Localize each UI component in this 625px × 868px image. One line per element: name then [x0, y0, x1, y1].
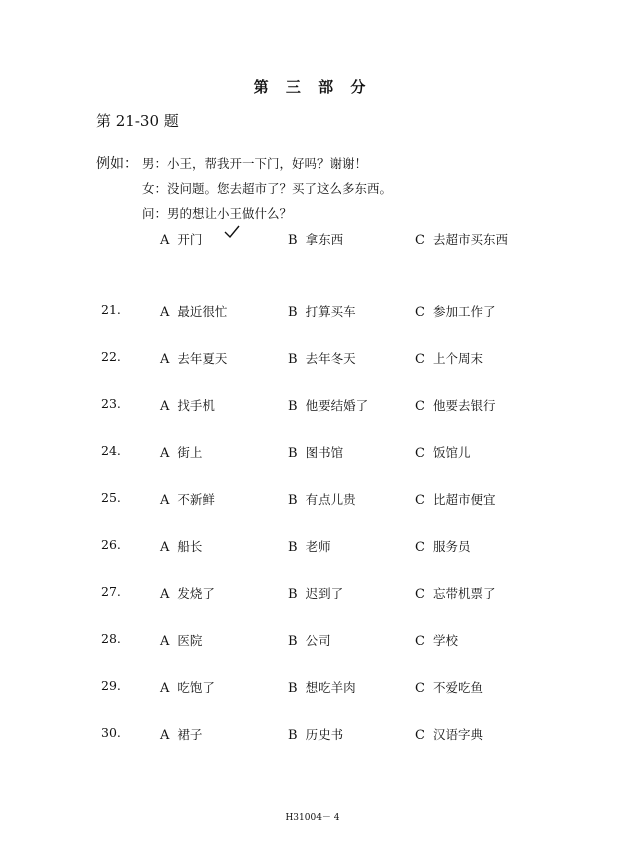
option-letter: A [160, 634, 170, 649]
option-letter: C [415, 399, 425, 414]
option-c [415, 537, 470, 555]
option-a [160, 537, 202, 555]
option-text: 找手机 [177, 398, 215, 413]
option-letter: B [288, 681, 298, 696]
option-text: 想吃羊肉 [305, 680, 356, 695]
option-letter: C [415, 305, 425, 320]
question-number: 28. [101, 631, 121, 646]
option-a [160, 349, 227, 367]
question-number: 22. [101, 349, 121, 364]
option-letter: B [288, 493, 298, 508]
option-letter: C [415, 233, 425, 248]
option-letter: C [415, 634, 425, 649]
option-b [288, 584, 343, 602]
option-text: 最近很忙 [177, 304, 228, 319]
option-b [288, 302, 356, 320]
section-title: 第 三 部 分 [253, 78, 372, 96]
option-letter: B [288, 305, 298, 320]
option-text: 他要去银行 [432, 398, 496, 413]
option-letter: A [160, 728, 170, 743]
option-b [288, 396, 368, 414]
option-a [160, 396, 215, 414]
option-letter: A [160, 540, 170, 555]
option-text: 开门 [177, 232, 203, 247]
option-a [160, 725, 202, 743]
option-letter: B [288, 634, 298, 649]
example-option-b [288, 230, 343, 248]
example-line-woman: 女：没问题。您去超市了？买了这么多东西。 [142, 181, 393, 196]
option-text: 比超市便宜 [432, 492, 496, 507]
option-text: 去超市买东西 [432, 232, 508, 247]
option-letter: B [288, 587, 298, 602]
option-b [288, 725, 343, 743]
option-letter: A [160, 493, 170, 508]
option-a [160, 302, 227, 320]
option-letter: B [288, 352, 298, 367]
option-text: 有点儿贵 [305, 492, 356, 507]
option-text: 发烧了 [177, 586, 215, 601]
option-text: 医院 [177, 633, 203, 648]
option-text: 拿东西 [305, 232, 344, 247]
option-letter: A [160, 399, 170, 414]
option-text: 不新鲜 [177, 492, 215, 507]
option-text: 他要结婚了 [305, 398, 369, 413]
example-option-c [415, 230, 508, 248]
option-text: 历史书 [305, 727, 344, 742]
option-letter: B [288, 540, 298, 555]
option-text: 饭馆儿 [432, 445, 471, 460]
option-text: 裙子 [177, 727, 203, 742]
example-line-man: 男：小王，帮我开一下门，好吗？谢谢！ [142, 156, 368, 171]
option-letter: C [415, 587, 425, 602]
option-text: 去年冬天 [305, 351, 356, 366]
option-letter: C [415, 681, 425, 696]
option-text: 迟到了 [305, 586, 344, 601]
option-a [160, 584, 215, 602]
option-text: 打算买车 [305, 304, 356, 319]
option-c [415, 678, 483, 696]
option-text: 老师 [305, 539, 331, 554]
question-number: 21. [101, 302, 121, 317]
option-text: 图书馆 [305, 445, 344, 460]
option-text: 参加工作了 [432, 304, 496, 319]
option-c [415, 396, 495, 414]
question-number: 30. [101, 725, 121, 740]
option-letter: C [415, 352, 425, 367]
question-number: 26. [101, 537, 121, 552]
question-number: 24. [101, 443, 121, 458]
example-line-question: 问：男的想让小王做什么？ [142, 206, 293, 221]
option-text: 公司 [305, 633, 331, 648]
option-letter: C [415, 493, 425, 508]
option-c [415, 302, 495, 320]
option-letter: A [160, 681, 170, 696]
option-letter: A [160, 446, 170, 461]
option-b [288, 537, 331, 555]
option-b [288, 349, 356, 367]
option-a [160, 490, 215, 508]
option-b [288, 443, 343, 461]
example-label: 例如： [96, 156, 138, 172]
option-text: 服务员 [432, 539, 471, 554]
option-text: 上个周末 [432, 351, 483, 366]
option-c [415, 349, 483, 367]
option-c [415, 443, 470, 461]
option-c [415, 490, 495, 508]
page-footer: H31004－ 4 [285, 813, 340, 823]
option-text: 船长 [177, 539, 203, 554]
option-letter: B [288, 233, 298, 248]
option-text: 不爱吃鱼 [432, 680, 483, 695]
option-letter: C [415, 540, 425, 555]
option-letter: A [160, 352, 170, 367]
option-letter: C [415, 446, 425, 461]
example-option-a [160, 230, 202, 248]
option-b [288, 631, 331, 649]
question-number: 29. [101, 678, 121, 693]
option-letter: A [160, 305, 170, 320]
option-text: 街上 [177, 445, 203, 460]
option-text: 汉语字典 [432, 727, 483, 742]
option-text: 去年夏天 [177, 351, 228, 366]
option-c [415, 725, 483, 743]
question-number: 27. [101, 584, 121, 599]
option-letter: A [160, 233, 170, 248]
option-letter: B [288, 399, 298, 414]
option-letter: A [160, 587, 170, 602]
checkmark-icon [224, 225, 240, 239]
option-text: 吃饱了 [177, 680, 215, 695]
option-c [415, 631, 458, 649]
question-number: 23. [101, 396, 121, 411]
option-letter: C [415, 728, 425, 743]
option-c [415, 584, 495, 602]
option-text: 学校 [432, 633, 458, 648]
option-a [160, 631, 202, 649]
option-letter: B [288, 728, 298, 743]
question-number: 25. [101, 490, 121, 505]
question-range-heading: 第 21-30 题 [96, 112, 179, 130]
option-b [288, 490, 356, 508]
option-a [160, 443, 202, 461]
option-b [288, 678, 356, 696]
option-text: 忘带机票了 [432, 586, 496, 601]
option-a [160, 678, 215, 696]
option-letter: B [288, 446, 298, 461]
